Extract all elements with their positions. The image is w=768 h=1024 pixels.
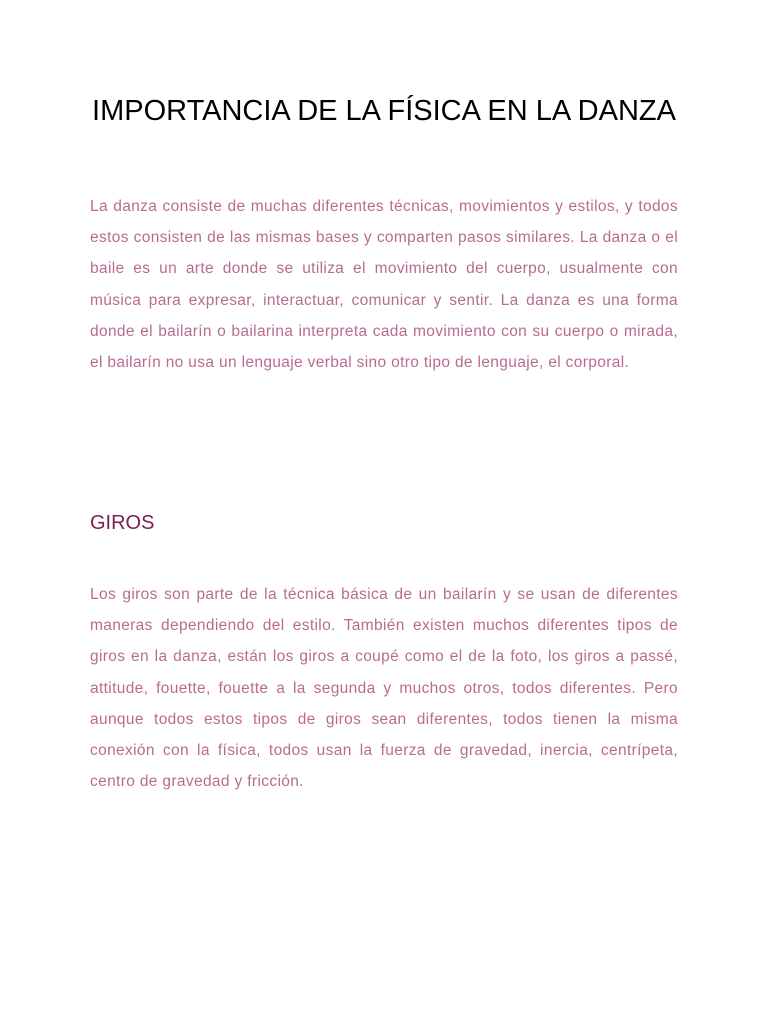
- page-title: IMPORTANCIA DE LA FÍSICA EN LA DANZA: [92, 95, 676, 127]
- section-heading-giros: GIROS: [90, 512, 155, 534]
- giros-paragraph: Los giros son parte de la técnica básica de un bailarín y se usan de diferentes maneras dependiendo del estilo. También existen muchos diferentes tipos de giros en la danza, están los giros a coupé como el de la foto, los giros a passé, attitude, fouette, fouette a la segunda y muchos otros, todos diferentes. Pero aunque todos estos tipos de giros sean diferentes, todos tienen la misma conexión con la física, todos usan la fuerza de gravedad, inercia, centrípeta, centro de gravedad y fricción.: [90, 586, 678, 791]
- intro-paragraph: La danza consiste de muchas diferentes técnicas, movimientos y estilos, y todos estos consisten de las mismas bases y comparten pasos similares. La danza o el baile es un arte donde se utiliza el movimiento del cuerpo, usualmente con música para expresar, interactuar, comunicar y sentir. La danza es una forma donde el bailarín o bailarina interpreta cada movimiento con su cuerpo o mirada, el bailarín no usa un lenguaje verbal sino otro tipo de lenguaje, el corporal.: [90, 198, 678, 372]
